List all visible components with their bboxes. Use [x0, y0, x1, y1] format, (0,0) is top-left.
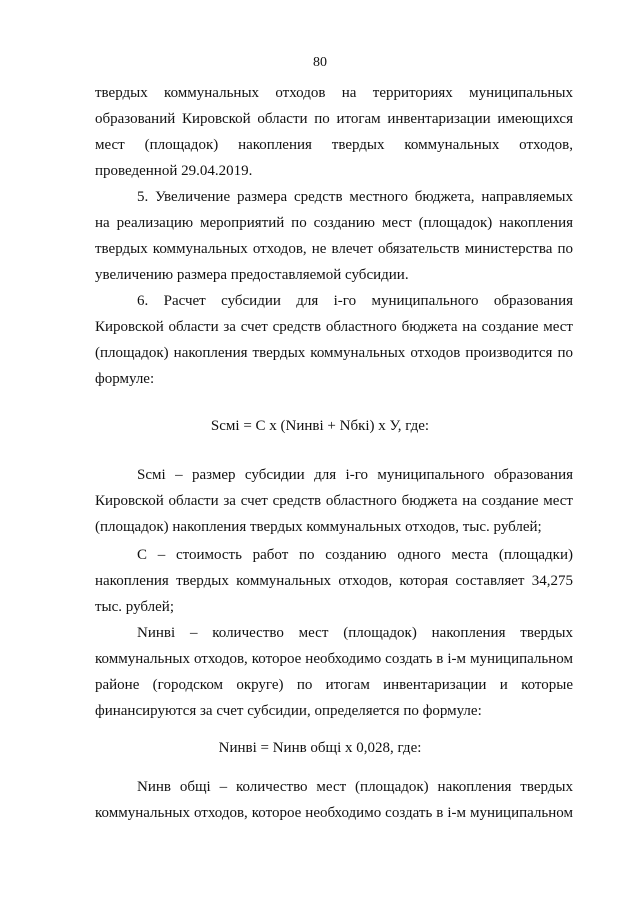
text-line: накопления твердых коммунальных отходов, которая составляет 34,275: [95, 573, 573, 589]
text-line: увеличению размера предоставляемой субсидии.: [95, 267, 409, 283]
text-line: мест (площадок) накопления твердых коммунальных отходов,: [95, 137, 573, 153]
text-line: (площадок) накопления твердых коммунальных отходов, тыс. рублей;: [95, 519, 542, 535]
text-line: Кировской области за счет средств областного бюджета на создание мест: [95, 493, 573, 509]
text-line: 5. Увеличение размера средств местного бюджета, направляемых: [137, 189, 573, 205]
formula: Nинвi = Nинв общi х 0,028, где:: [218, 740, 422, 756]
text-line: образований Кировской области по итогам инвентаризации имеющихся: [95, 111, 573, 127]
text-line: твердых коммунальных отходов на территориях муниципальных: [95, 85, 573, 101]
text-line: Nинвi – количество мест (площадок) накопления твердых: [137, 625, 573, 641]
text-line: на реализацию мероприятий по созданию мест (площадок) накопления: [95, 215, 573, 231]
text-line: твердых коммунальных отходов, не влечет обязательств министерства по: [95, 241, 573, 257]
page-number: 80: [313, 55, 327, 70]
text-line: Nинв общi – количество мест (площадок) накопления твердых: [137, 779, 573, 795]
text-line: (площадок) накопления твердых коммунальных отходов производится по: [95, 345, 573, 361]
text-line: 6. Расчет субсидии для i-го муниципального образования: [137, 293, 573, 309]
text-line: коммунальных отходов, которое необходимо создать в i-м муниципальном: [95, 805, 573, 821]
text-line: С – стоимость работ по созданию одного места (площадки): [137, 547, 573, 563]
formula: Scмi = С х (Nинвi + Nбкi) х У, где:: [210, 418, 430, 434]
text-line: формуле:: [95, 371, 155, 387]
text-line: районе (городском округе) по итогам инвентаризации и которые: [95, 677, 573, 693]
text-line: тыс. рублей;: [95, 599, 174, 615]
text-line: коммунальных отходов, которое необходимо создать в i-м муниципальном: [95, 651, 573, 667]
text-line: проведенной 29.04.2019.: [95, 163, 253, 179]
text-line: Кировской области за счет средств областного бюджета на создание мест: [95, 319, 573, 335]
text-line: Scмi – размер субсидии для i-го муниципального образования: [137, 467, 573, 483]
text-line: финансируются за счет субсидии, определяется по формуле:: [95, 703, 482, 719]
